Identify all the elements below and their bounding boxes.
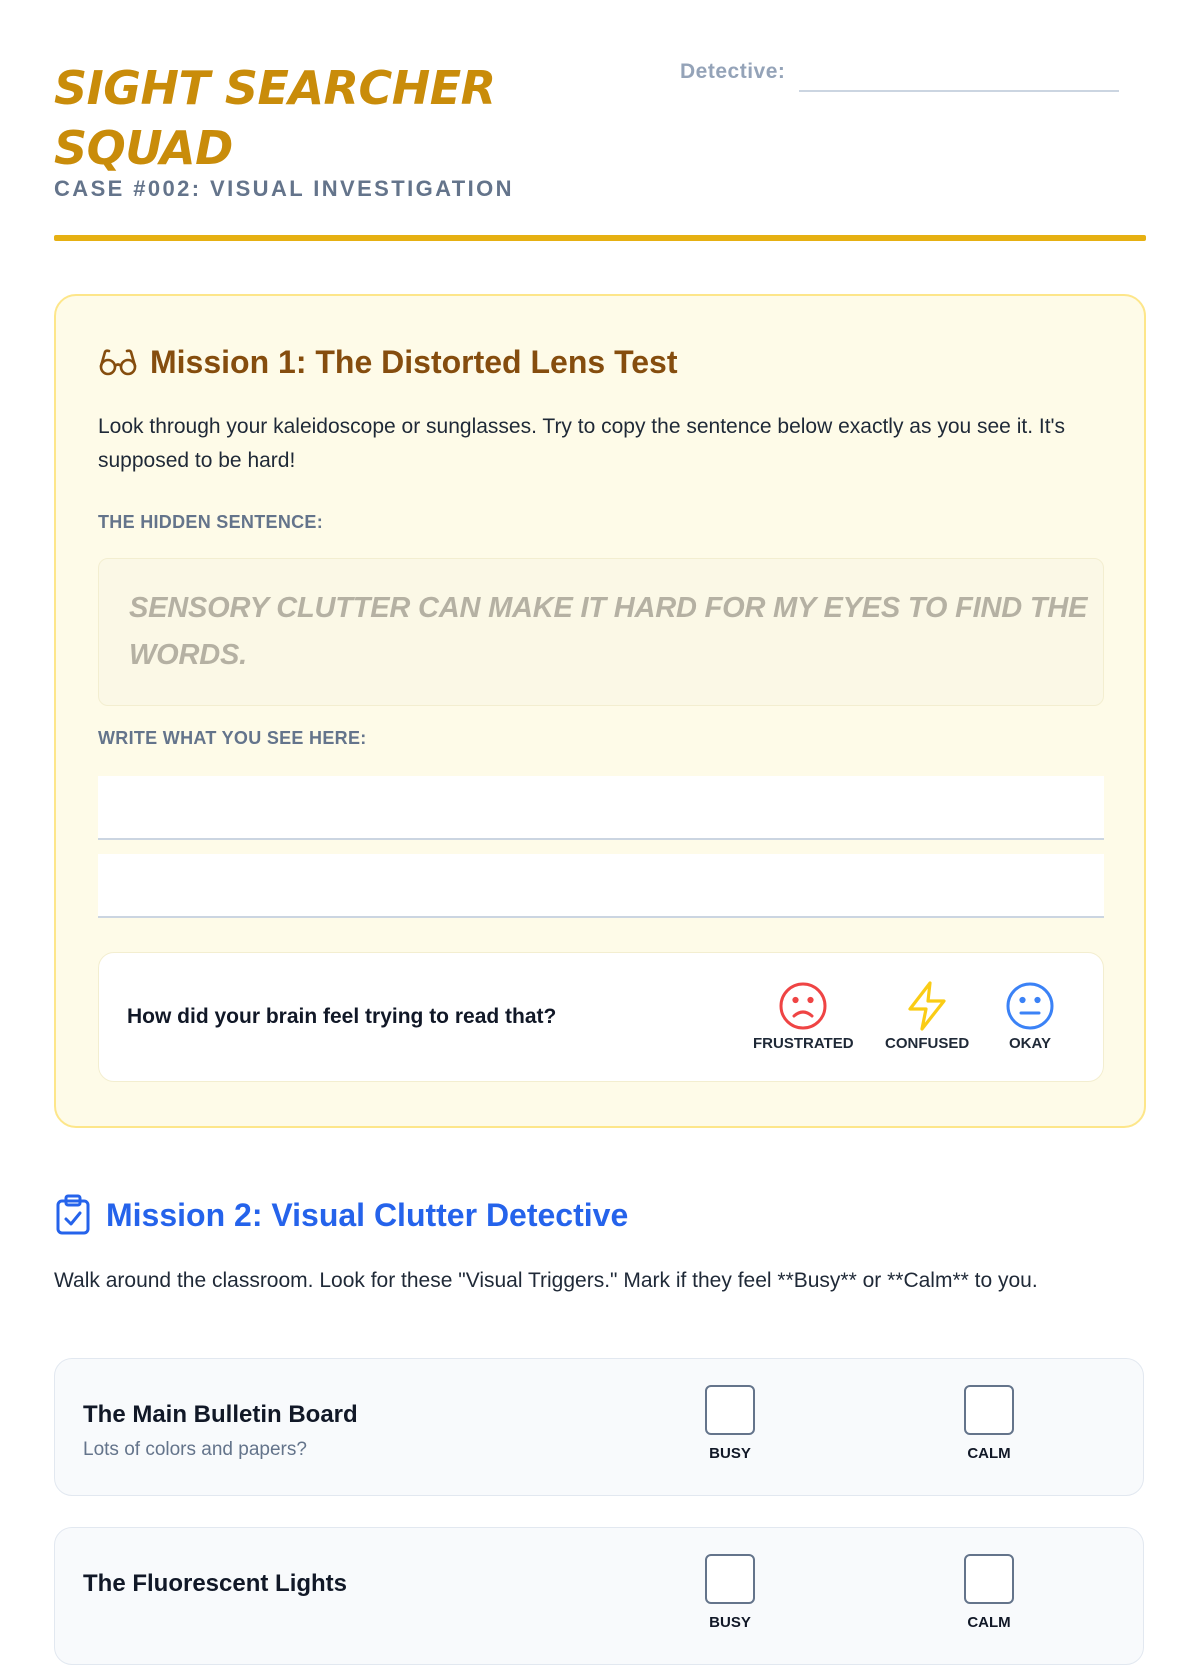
- header: [54, 0, 1146, 242]
- busy-option: [705, 1554, 755, 1631]
- feeling-label-confused: CONFUSED: [885, 1035, 970, 1052]
- page-title: SIGHT SEARCHER SQUAD: [54, 61, 496, 175]
- write-line-1[interactable]: [98, 776, 1104, 840]
- worksheet-page: [54, 0, 1146, 1631]
- busy-checkbox[interactable]: [705, 1554, 755, 1604]
- clipboard-check-icon: [54, 1194, 92, 1236]
- mission-1-instructions: Look through your kaleidoscope or sunglasses. Try to copy the sentence below exactly as you see it. It's supposed to be hard!: [98, 415, 1066, 472]
- calm-label: CALM: [967, 1445, 1011, 1462]
- calm-option: [964, 1385, 1014, 1462]
- mission-2-instructions: Walk around the classroom. Look for these "Visual Triggers." Mark if they feel **Busy** or **Calm** to you.: [54, 1269, 1038, 1292]
- write-line-2[interactable]: [98, 854, 1104, 918]
- trigger-name: The Fluorescent Lights: [83, 1570, 348, 1597]
- glasses-icon: [98, 342, 138, 382]
- feeling-label-okay: OKAY: [1009, 1035, 1051, 1052]
- calm-checkbox[interactable]: [964, 1385, 1014, 1435]
- feeling-card: [98, 952, 1104, 1082]
- detective-field: [680, 60, 1119, 92]
- calm-label: CALM: [967, 1614, 1011, 1631]
- feeling-option-frustrated[interactable]: [753, 979, 854, 1052]
- trigger-card-fluorescent-lights: [54, 1527, 1144, 1665]
- neutral-face-icon: [1003, 979, 1057, 1033]
- frown-icon: [776, 979, 830, 1033]
- mission-2-heading: [54, 1194, 628, 1236]
- write-here-label: WRITE WHAT YOU SEE HERE:: [98, 728, 367, 748]
- feeling-question: How did your brain feel trying to read that?: [127, 1005, 557, 1028]
- mission-1-heading: [98, 342, 677, 382]
- feeling-label-frustrated: FRUSTRATED: [753, 1035, 854, 1052]
- hidden-sentence-label: THE HIDDEN SENTENCE:: [98, 512, 324, 532]
- mission-1-title: Mission 1: The Distorted Lens Test: [150, 343, 678, 380]
- mission-1-card: [54, 294, 1146, 1128]
- calm-checkbox[interactable]: [964, 1554, 1014, 1604]
- page-subtitle: CASE #002: VISUAL INVESTIGATION: [54, 176, 514, 201]
- busy-label: BUSY: [709, 1445, 751, 1462]
- detective-name-input[interactable]: [799, 60, 1119, 92]
- busy-option: [705, 1385, 755, 1462]
- trigger-card-bulletin-board: [54, 1358, 1144, 1496]
- mission-2-title: Mission 2: Visual Clutter Detective: [106, 1196, 629, 1233]
- busy-checkbox[interactable]: [705, 1385, 755, 1435]
- busy-label: BUSY: [709, 1614, 751, 1631]
- hidden-sentence-box: [98, 558, 1104, 706]
- detective-label: Detective:: [680, 60, 786, 83]
- lightning-icon: [900, 979, 954, 1033]
- header-divider: [54, 235, 1146, 241]
- hidden-sentence-text: SENSORY CLUTTER CAN MAKE IT HARD FOR MY EYES TO FIND THE WORDS.: [129, 592, 1088, 671]
- trigger-description: Lots of colors and papers?: [83, 1439, 307, 1460]
- calm-option: [964, 1554, 1014, 1631]
- feeling-option-okay[interactable]: [1003, 979, 1057, 1052]
- feeling-option-confused[interactable]: [885, 979, 969, 1052]
- trigger-name: The Main Bulletin Board: [83, 1401, 358, 1428]
